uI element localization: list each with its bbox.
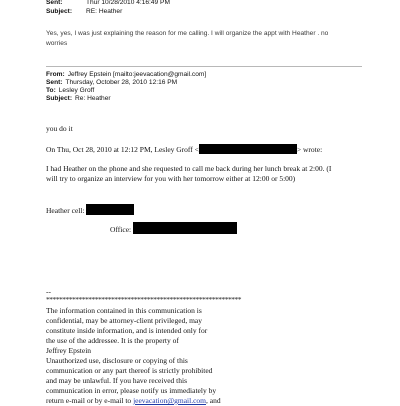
star-divider: ************************************************************ — [46, 295, 241, 304]
subject-value: Re: Heather — [75, 95, 111, 102]
original-sent-line — [46, 79, 177, 87]
subject-label: Subject: — [46, 8, 73, 15]
redaction-bar — [86, 204, 134, 215]
sent-value: Thursday, October 28, 2010 12:16 PM — [65, 79, 178, 86]
redaction-bar — [133, 222, 237, 234]
disclaimer-line: confidential, may be attorney-client privileged, may — [46, 316, 202, 325]
quote-intro-text: > wrote: — [296, 145, 323, 154]
sent-value: Thur 10/28/2010 4:16:49 PM — [86, 0, 170, 6]
header-divider — [46, 66, 362, 67]
quote-intro-text: On Thu, Oct 28, 2010 at 12:12 PM, Lesley Groff < — [46, 145, 199, 154]
disclaimer-text: , and — [205, 396, 221, 405]
reply-sent-line — [46, 0, 170, 7]
reply-body-line: worries — [46, 40, 68, 47]
quote-line: I had Heather on the phone and she requested to call me back during her lunch break at 2:00. (I — [46, 164, 332, 173]
from-label: From: — [46, 71, 65, 78]
reply-body-line: Yes, yes, I was just explaining the reason for me calling. I will organize the appt with Heather . no — [46, 30, 329, 37]
quote-line: will try to organize an interview for you with her tomorrow either at 12:00 or 5:00) — [46, 174, 296, 183]
disclaimer-line: and may be unlawful. If you have received this — [46, 376, 187, 385]
disclaimer-line: Unauthorized use, disclosure or copying of this — [46, 356, 188, 365]
office-line — [110, 222, 237, 235]
original-from-line — [46, 71, 206, 79]
signature-dashes: -- — [46, 287, 51, 296]
to-value: Lesley Groff — [58, 87, 95, 94]
sent-label: Sent: — [46, 79, 63, 86]
redaction-bar — [199, 144, 297, 154]
to-label: To: — [46, 87, 56, 94]
original-subject-line — [46, 95, 111, 103]
disclaimer-line: The information contained in this communication is — [46, 306, 202, 315]
reply-subject-line — [46, 8, 122, 16]
subject-value: RE: Heather — [86, 8, 123, 15]
disclaimer-text: return e-mail or by e-mail to — [46, 396, 134, 405]
sent-label: Sent: — [46, 0, 63, 6]
office-label: Office: — [110, 225, 132, 234]
disclaimer-line: communication or any part thereof is strictly prohibited — [46, 366, 213, 375]
heather-cell-label: Heather cell: — [46, 206, 85, 215]
disclaimer-last-line — [46, 396, 221, 406]
heather-cell-line — [46, 204, 134, 216]
disclaimer-line: Jeffrey Epstein — [46, 346, 92, 355]
original-to-line — [46, 87, 94, 95]
disclaimer-line: communication in error, please notify us immediately by — [46, 386, 217, 395]
quote-intro — [46, 144, 322, 155]
disclaimer-line: constitute inside information, and is intended only for — [46, 326, 208, 335]
body-line: you do it — [46, 124, 73, 133]
subject-label: Subject: — [46, 95, 73, 102]
disclaimer-line: the use of the addressee. It is the property of — [46, 336, 179, 345]
from-value: Jeffrey Epstein [mailto:jeevacation@gmail.com] — [67, 71, 207, 78]
email-link[interactable]: jeevacation@gmail.com — [133, 396, 206, 405]
